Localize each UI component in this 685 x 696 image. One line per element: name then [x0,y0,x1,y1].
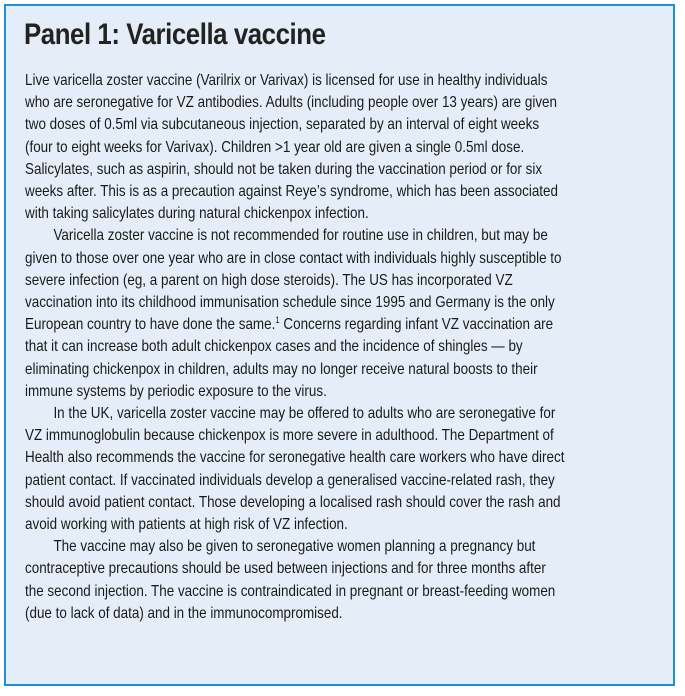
body-line [25,470,568,492]
body-line-text: In the UK, varicella zoster vaccine may be offered to adults who are seronegative for [53,405,556,423]
body-line-text: vaccination into its childhood immunisation schedule since 1995 and Germany is the only [25,294,555,312]
body-line [25,403,568,425]
body-line-text: Salicylates, such as aspirin, should not be taken during the vaccination period or for six [25,160,543,178]
body-line-text: two doses of 0.5ml via subcutaneous injection, separated by an interval of eight weeks [25,116,540,134]
body-line [25,314,568,336]
body-line-text: severe infection (eg, a parent on high dose steroids). The US has incorporated VZ [25,271,513,289]
body-line [25,447,568,469]
body-line-text: contraceptive precautions should be used between injections and for three months after [25,560,546,578]
body-line [25,492,568,514]
body-line-text: who are seronegative for VZ antibodies. Adults (including people over 13 years) are given [25,94,558,112]
body-line [25,270,568,292]
body-line-text: (due to lack of data) and in the immunocompromised. [25,604,343,622]
panel-title: Panel 1: Varicella vaccine [24,18,326,51]
body-line [25,581,568,603]
body-line-text: Live varicella zoster vaccine (Varilrix or Varivax) is licensed for use in healthy individuals [25,72,548,89]
citation-superscript: 1 [275,315,280,326]
body-line [25,336,568,358]
body-line [25,514,568,536]
body-line-text: with taking salicylates during natural chickenpox infection. [25,205,369,223]
body-line-text: given to those over one year who are in close contact with individuals highly susceptible to [25,249,562,267]
panel-box [4,4,675,686]
body-line [25,359,568,381]
body-line-text: (four to eight weeks for Varivax). Children >1 year old are given a single 0.5ml dose. [25,138,525,156]
body-line-text: European country to have done the same. [25,316,276,334]
body-line [25,70,568,92]
body-line-text: eliminating chickenpox in children, adults may no longer receive natural boosts to their [25,360,538,378]
body-line [25,159,568,181]
body-line [25,425,568,447]
body-line-text: weeks after. This is as a precaution against Reye’s syndrome, which has been associated [25,183,558,201]
body-line [25,225,568,247]
body-line [25,203,568,225]
body-line-text: Varicella zoster vaccine is not recommended for routine use in children, but may be [53,227,548,245]
body-line-text: that it can increase both adult chickenpox cases and the incidence of shingles — by [25,338,523,356]
body-line-text: patient contact. If vaccinated individuals develop a generalised vaccine-related rash, they [25,471,555,489]
body-line [25,603,568,625]
body-line-text: immune systems by periodic exposure to the virus. [25,382,327,400]
body-line [25,181,568,203]
body-line-text: should avoid patient contact. Those developing a localised rash should cover the rash and [25,493,561,511]
body-line [25,536,568,558]
body-line-text: VZ immunoglobulin because chickenpox is more severe in adulthood. The Department of [25,427,554,445]
body-line-text: avoid working with patients at high risk of VZ infection. [25,516,348,534]
body-line [25,292,568,314]
panel-body [25,70,655,625]
body-line-text-continued: Concerns regarding infant VZ vaccination are [279,316,554,334]
body-line [25,558,568,580]
body-line [25,92,568,114]
body-line-text: Health also recommends the vaccine for seronegative health care workers who have direct [25,449,565,467]
body-line-text: the second injection. The vaccine is contraindicated in pregnant or breast-feeding women [25,582,556,600]
body-line-text: The vaccine may also be given to seronegative women planning a pregnancy but [53,538,536,556]
body-line [25,137,568,159]
body-line [25,381,568,403]
body-line [25,248,568,270]
body-line [25,114,568,136]
